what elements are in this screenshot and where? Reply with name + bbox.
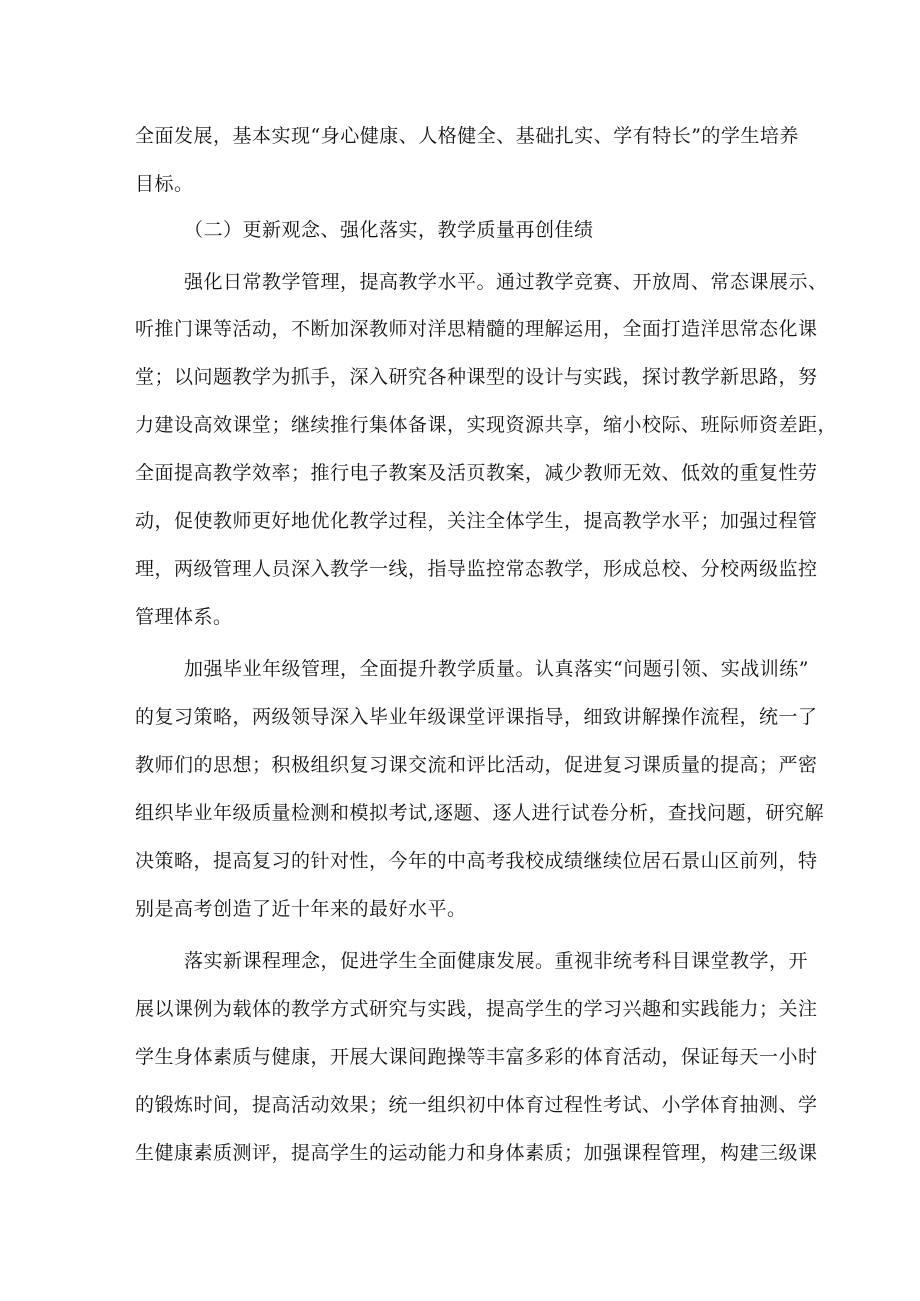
section-heading: （二）更新观念、强化落实，教学质量再创佳绩 — [184, 219, 594, 241]
text-line: 全面发展，基本实现“身心健康、人格健全、基础扎实、学有特长”的学生培养 — [135, 125, 799, 147]
text-line: 展以课例为载体的教学方式研究与实践，提高学生的学习兴趣和实践能力；关注 — [135, 998, 818, 1020]
text-line: 理，两级管理人员深入教学一线，指导监控常态教学，形成总校、分校两级监控 — [135, 558, 818, 580]
text-line: 堂；以问题教学为抓手，深入研究各种课型的设计与实践，探讨教学新思路，努 — [135, 366, 818, 388]
text-line: 教师们的思想；积极组织复习课交流和评比活动，促进复习课质量的提高；严密 — [135, 754, 818, 776]
text-line: 生健康素质测评，提高学生的运动能力和身体素质；加强课程管理，构建三级课 — [135, 1142, 818, 1164]
text-line: 组织毕业年级质量检测和模拟考试,逐题、逐人进行试卷分析，查找问题，研究解 — [135, 802, 825, 824]
text-line: 动，促使教师更好地优化教学过程，关注全体学生，提高教学水平；加强过程管 — [135, 510, 818, 532]
text-line: 落实新课程理念，促进学生全面健康发展。重视非统考科目课堂教学，开 — [184, 950, 809, 972]
text-line: 决策略，提高复习的针对性，今年的中高考我校成绩继续位居石景山区前列，特 — [135, 850, 818, 872]
text-line: 的锻炼时间，提高活动效果；统一组织初中体育过程性考试、小学体育抽测、学 — [135, 1094, 818, 1116]
text-line: 管理体系。 — [135, 606, 233, 628]
text-line: 强化日常教学管理，提高教学水平。通过教学竞赛、开放周、常态课展示、 — [184, 271, 828, 293]
text-line: 的复习策略，两级领导深入毕业年级课堂评课指导，细致讲解操作流程，统一了 — [135, 706, 818, 728]
text-line: 学生身体素质与健康，开展大课间跑操等丰富多彩的体育活动，保证每天一小时 — [135, 1046, 818, 1068]
text-line: 全面提高教学效率；推行电子教案及活页教案，减少教师无效、低效的重复性劳 — [135, 462, 818, 484]
text-line: 听推门课等活动，不断加深教师对洋思精髓的理解运用，全面打造洋思常态化课 — [135, 318, 818, 340]
text-line: 加强毕业年级管理，全面提升教学质量。认真落实“问题引领、实战训练” — [184, 658, 809, 680]
text-line: 别是高考创造了近十年来的最好水平。 — [135, 898, 467, 920]
text-line: 力建设高效课堂；继续推行集体备课，实现资源共享，缩小校际、班际师资差距， — [135, 414, 838, 436]
text-line: 目标。 — [135, 173, 194, 195]
